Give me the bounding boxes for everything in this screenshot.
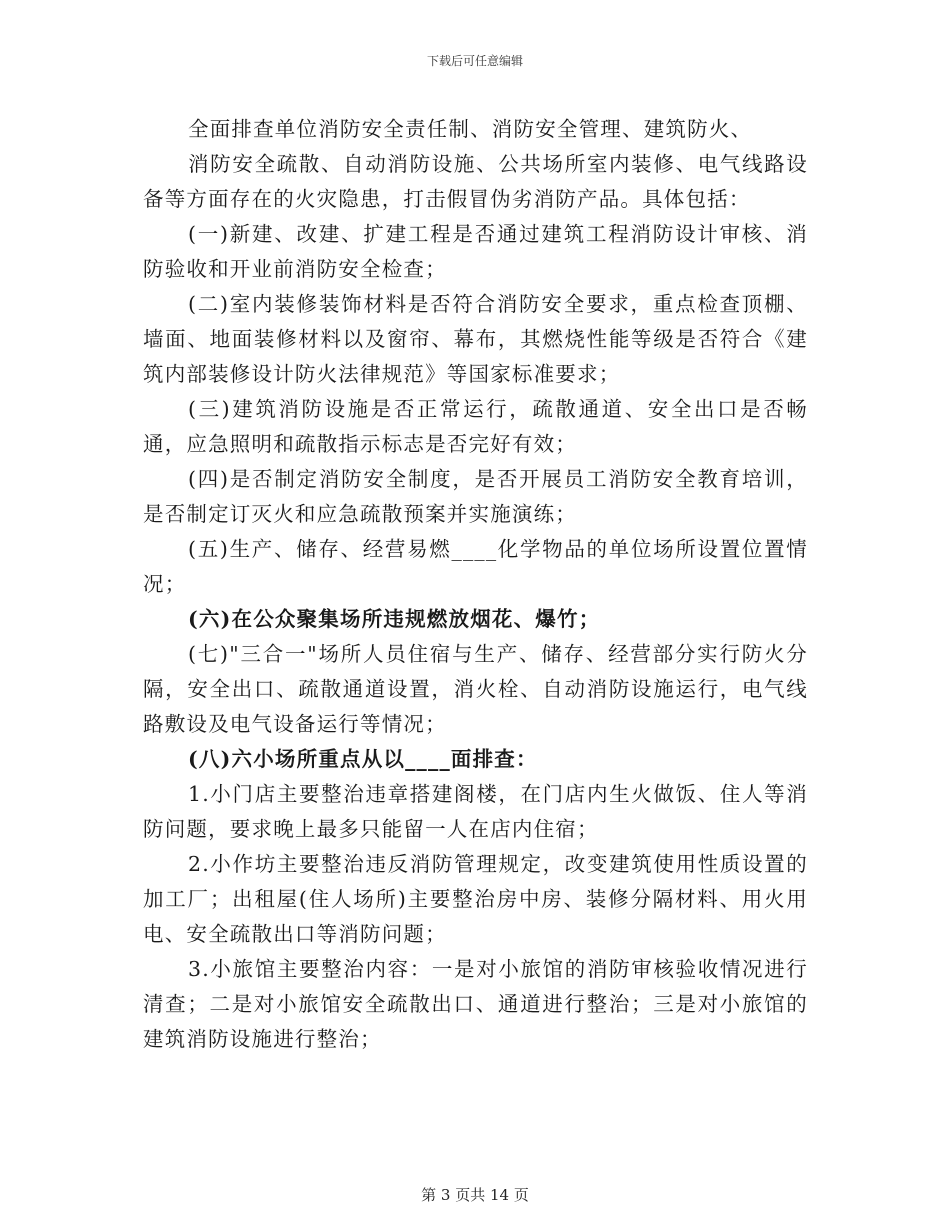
paragraph-item-8: (八)六小场所重点从以____面排查： (188, 747, 538, 771)
paragraph-item-5: (五)生产、储存、经营易燃____化学物品的单位场所设置位置情况； (143, 537, 808, 596)
paragraph-item-2: (二)室内装修装饰材料是否符合消防安全要求，重点检查顶棚、墙面、地面装修材料以及窗帘、幕布，其燃烧性能等级是否符合《建筑内部装修设计防火法律规范》等国家标准要求； (143, 292, 808, 386)
paragraph-intro-1: 全面排查单位消防安全责任制、消防安全管理、建筑防火、 (188, 117, 753, 141)
page-number: 第 3 页共 14 页 (421, 1186, 529, 1204)
paragraph-item-4: (四)是否制定消防安全制度，是否开展员工消防安全教育培训，是否制定订灭火和应急疏散预案并实施演练； (143, 467, 808, 526)
paragraph-item-6: (六)在公众聚集场所违规燃放烟花、爆竹； (188, 607, 601, 631)
paragraph-item-3: (三)建筑消防设施是否正常运行，疏散通道、安全出口是否畅通，应急照明和疏散指示标志是否完好有效； (143, 397, 808, 456)
paragraph-subitem-1: 1.小门店主要整治违章搭建阁楼，在门店内生火做饭、住人等消防问题，要求晚上最多只能留一人在店内住宿； (143, 782, 808, 841)
document-body (143, 112, 808, 1057)
paragraph-subitem-3: 3.小旅馆主要整治内容：一是对小旅馆的消防审核验收情况进行清查；二是对小旅馆安全疏散出口、通道进行整治；三是对小旅馆的建筑消防设施进行整治； (143, 957, 808, 1051)
paragraph-item-1: (一)新建、改建、扩建工程是否通过建筑工程消防设计审核、消防验收和开业前消防安全检查； (143, 222, 808, 281)
page-header-note: 下载后可任意编辑 (426, 54, 523, 68)
paragraph-intro-2: 消防安全疏散、自动消防设施、公共场所室内装修、电气线路设备等方面存在的火灾隐患，打击假冒伪劣消防产品。具体包括： (143, 152, 808, 211)
paragraph-subitem-2: 2.小作坊主要整治违反消防管理规定，改变建筑使用性质设置的加工厂；出租屋(住人场所)主要整治房中房、装修分隔材料、用火用电、安全疏散出口等消防问题； (143, 852, 808, 946)
paragraph-item-7: (七)"三合一"场所人员住宿与生产、储存、经营部分实行防火分隔，安全出口、疏散通道设置，消火栓、自动消防设施运行，电气线路敷设及电气设备运行等情况； (143, 642, 808, 736)
